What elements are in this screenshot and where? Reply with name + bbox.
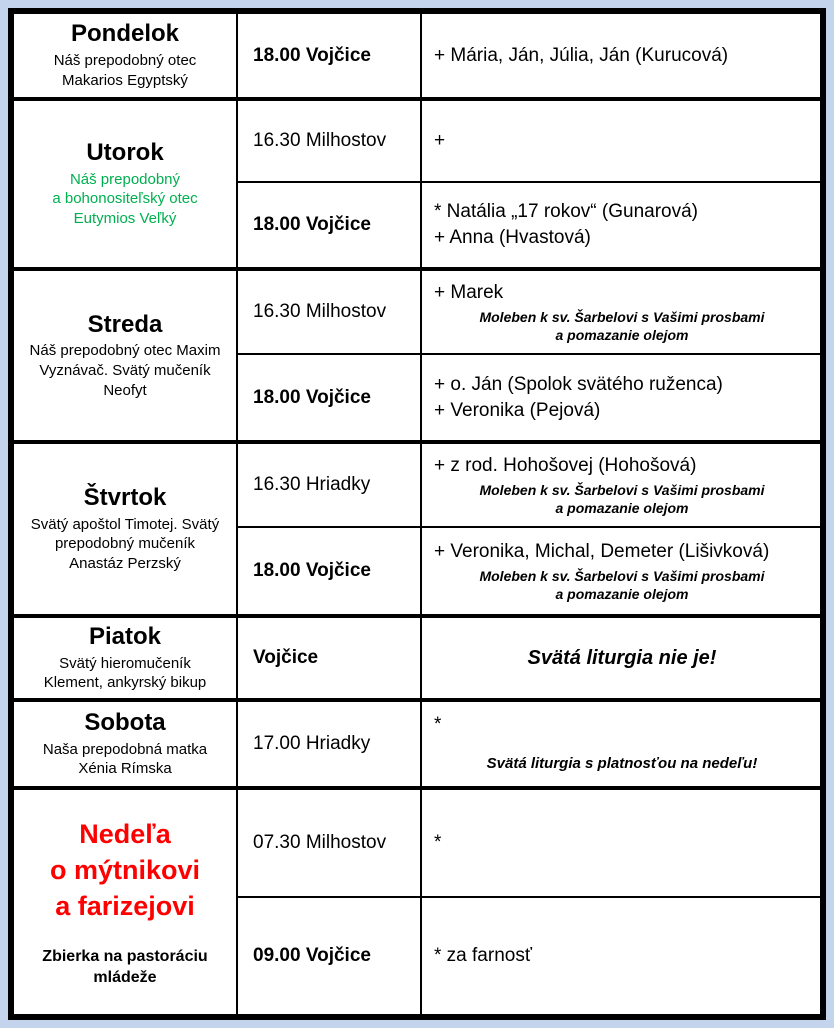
feast-line: Svätý hieromučeník	[59, 654, 191, 672]
moleben-note	[434, 481, 810, 517]
intention-line: + Veronika (Pejová)	[434, 399, 601, 421]
sunday-title-line: Nedeľa	[79, 818, 171, 849]
note-line: a pomazanie olejom	[555, 499, 689, 516]
note-line: a pomazanie olejom	[555, 326, 689, 343]
sunday-title-line: a farizejovi	[55, 891, 195, 922]
time-cell: 17.00 Hriadky	[236, 702, 420, 786]
row-nedela	[14, 786, 820, 1014]
day-cell-sobota	[14, 702, 236, 786]
feast-line: Náš prepodobný otec	[53, 52, 197, 69]
intention-cell	[420, 526, 820, 614]
feast-text	[30, 341, 221, 400]
intention-cell	[420, 618, 820, 698]
feast-text	[44, 654, 207, 694]
intention-cell	[420, 702, 820, 786]
row-stvrtok	[14, 440, 820, 614]
time-cell: 16.30 Milhostov	[236, 271, 420, 353]
feast-line: Eutymios Veľký	[73, 210, 177, 228]
intention-cell	[420, 896, 820, 1014]
intention-cell	[420, 353, 820, 440]
feast-text	[54, 51, 197, 91]
day-name: Piatok	[88, 622, 162, 650]
feast-line: Náš prepodobný	[69, 170, 181, 188]
note-line: a pomazanie olejom	[555, 585, 689, 602]
day-name: Pondelok	[70, 20, 179, 48]
day-name: Utorok	[86, 139, 164, 166]
intention-line: + z rod. Hohošovej (Hohošová)	[434, 454, 697, 476]
intention-cell	[420, 271, 820, 353]
day-cell-nedela	[14, 790, 236, 1014]
intention-cell	[420, 444, 820, 526]
day-name: Streda	[87, 310, 163, 338]
intention-line: + Anna (Hvastová)	[434, 227, 591, 248]
intention-cell	[420, 14, 820, 97]
intention-cell	[420, 181, 820, 267]
moleben-note	[434, 308, 810, 344]
feast-line: Klement, ankyrský bikup	[43, 674, 207, 692]
intention-cell	[420, 101, 820, 181]
moleben-note	[434, 567, 810, 603]
no-liturgy-notice: Svätá liturgia nie je!	[527, 646, 717, 669]
intention-line: * Natália „17 rokov“ (Gunarová)	[434, 201, 698, 223]
row-piatok	[14, 614, 820, 698]
intention-line: *	[434, 832, 442, 854]
collection-note-line: Zbierka na pastoráciu	[42, 947, 208, 965]
row-streda	[14, 267, 820, 440]
day-cell-piatok	[14, 618, 236, 698]
day-cell-utorok	[14, 101, 236, 267]
time-cell: 18.00 Vojčice	[236, 526, 420, 614]
intention-line: *	[434, 714, 442, 735]
day-cell-stvrtok	[14, 444, 236, 614]
day-name: Štvrtok	[83, 484, 167, 511]
sunday-title	[50, 816, 200, 925]
feast-line: Svätý apoštol Timotej. Svätý	[30, 515, 220, 533]
collection-note-line: mládeže	[93, 968, 157, 986]
note-line: Moleben k sv. Šarbelovi s Vašimi prosbami	[479, 308, 765, 325]
intention-line: + Veronika, Michal, Demeter (Lišivková)	[434, 540, 770, 562]
note-line: Moleben k sv. Šarbelovi s Vašimi prosbami	[479, 567, 765, 584]
sunday-title-line: o mýtnikovi	[49, 854, 201, 885]
feast-text	[31, 515, 219, 574]
intention-line: + Mária, Ján, Júlia, Ján (Kurucová)	[434, 44, 729, 66]
intention-line: + o. Ján (Spolok svätého ruženca)	[434, 373, 723, 395]
feast-line: Makarios Egyptský	[62, 71, 188, 89]
time-cell: 09.00 Vojčice	[236, 896, 420, 1014]
time-cell: 16.30 Hriadky	[236, 444, 420, 526]
intention-line: +	[434, 130, 446, 152]
feast-line: Náš prepodobný otec Maxim	[29, 342, 221, 360]
sunday-validity-note: Svätá liturgia s platnosťou na nedeľu!	[486, 754, 758, 772]
feast-line: Anastáz Perzský	[69, 555, 181, 573]
time-cell: 07.30 Milhostov	[236, 790, 420, 896]
feast-line: Vyznávač. Svätý mučeník	[39, 361, 211, 379]
feast-text	[52, 170, 197, 229]
intention-line: + Marek	[434, 281, 504, 303]
time-cell: 18.00 Vojčice	[236, 181, 420, 267]
feast-line: a bohonositeľský otec	[52, 190, 198, 208]
note-line: Moleben k sv. Šarbelovi s Vašimi prosbami	[479, 481, 765, 498]
liturgical-schedule-table	[8, 8, 826, 1020]
time-cell: 18.00 Vojčice	[236, 353, 420, 440]
intention-cell	[420, 790, 820, 896]
intention-line: * za farnosť	[434, 945, 532, 967]
feast-line: Neofyt	[103, 381, 147, 399]
feast-line: Xénia Rímska	[78, 760, 172, 778]
day-name: Sobota	[84, 708, 166, 736]
time-cell: Vojčice	[236, 618, 420, 698]
day-cell-streda	[14, 271, 236, 440]
row-sobota	[14, 698, 820, 786]
time-cell: 18.00 Vojčice	[236, 14, 420, 97]
collection-note	[42, 947, 207, 989]
feast-text	[43, 740, 207, 780]
time-cell: 16.30 Milhostov	[236, 101, 420, 181]
feast-line: prepodobný mučeník	[54, 535, 196, 553]
row-utorok	[14, 97, 820, 267]
day-cell-pondelok	[14, 14, 236, 97]
row-pondelok	[14, 14, 820, 97]
feast-line: Naša prepodobná matka	[42, 740, 208, 758]
